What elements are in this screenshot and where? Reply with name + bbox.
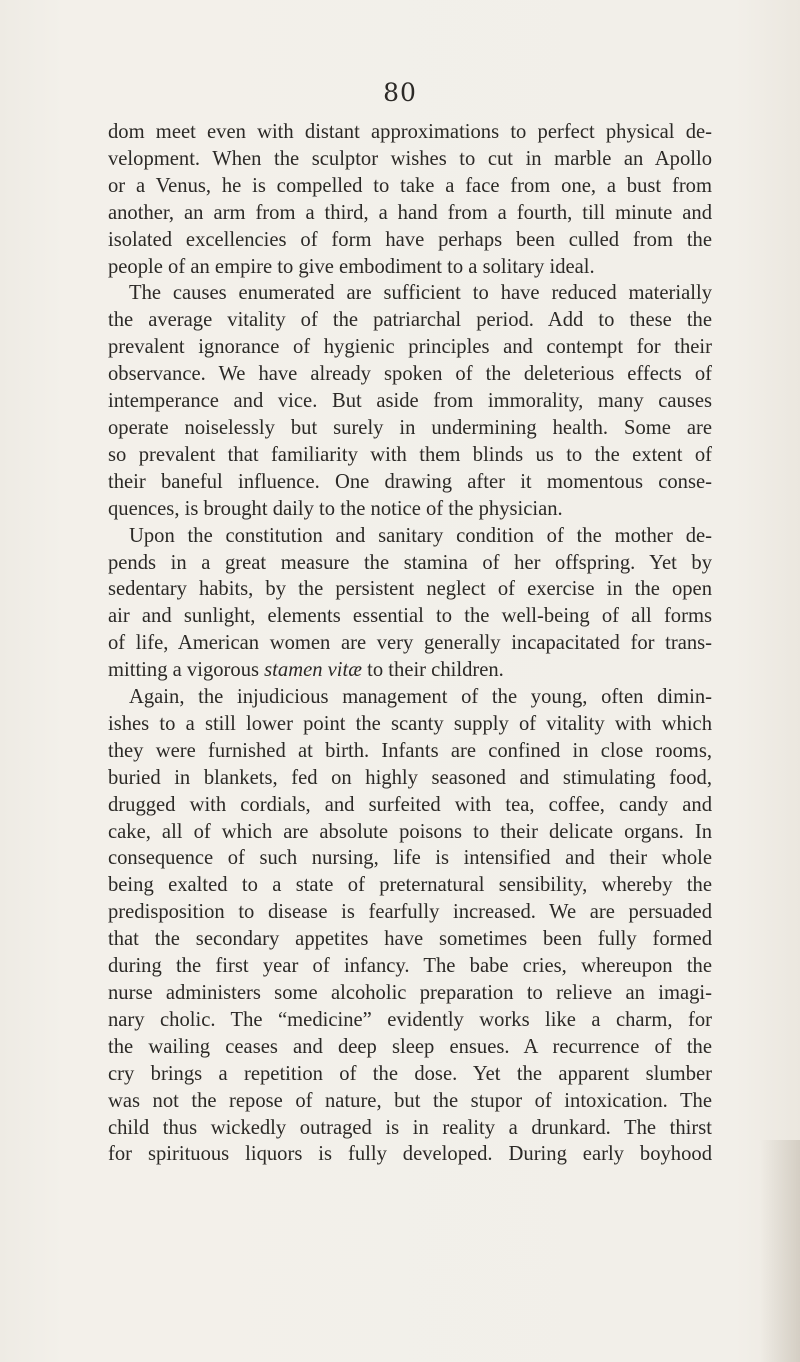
text-line: so prevalent that familiarity with them blinds us to the extent of [108, 443, 712, 466]
text-line: drugged with cordials, and surfeited with tea, coffee, candy and [108, 793, 712, 816]
text-line: isolated excellencies of form have perhaps been culled from the [108, 228, 712, 251]
text-line-with-italic [108, 657, 712, 684]
text-line: of life, American women are very generally incapacitated for trans- [108, 632, 712, 655]
text-line: cake, all of which are absolute poisons to their delicate organs. In [108, 820, 712, 843]
text-line: pends in a great measure the stamina of her offspring. Yet by [108, 551, 712, 574]
text-line: prevalent ignorance of hygienic principles and contempt for their [108, 336, 712, 359]
text-line: for spirituous liquors is fully developed. During early boyhood [108, 1143, 712, 1166]
page-edge-shadow [760, 1140, 800, 1362]
latin-phrase: stamen vitæ [264, 659, 362, 682]
text-segment: mitting a vigorous [108, 659, 265, 682]
text-line: child thus wickedly outraged is in reality a drunkard. The thirst [108, 1116, 712, 1139]
text-line: nurse administers some alcoholic preparation to relieve an imagi- [108, 982, 712, 1004]
text-line: operate noiselessly but surely in undermining health. Some are [108, 416, 712, 439]
text-line: cry brings a repetition of the dose. Yet the apparent slumber [108, 1062, 712, 1085]
text-line: another, an arm from a third, a hand from a fourth, till minute and [108, 201, 712, 224]
text-line: during the first year of infancy. The babe cries, whereupon the [108, 955, 712, 978]
text-line: the average vitality of the patriarchal period. Add to these the [108, 309, 712, 332]
text-line: consequence of such nursing, life is intensified and their whole [108, 847, 712, 870]
text-line: being exalted to a state of preternatural sensibility, whereby the [108, 874, 712, 897]
text-line: observance. We have already spoken of the deleterious effects of [108, 363, 712, 386]
paragraph-first-line: Upon the constitution and sanitary condition of the mother de- [129, 524, 712, 547]
text-line: that the secondary appetites have sometimes been fully formed [108, 928, 712, 951]
text-line: quences, is brought daily to the notice of the physician. [108, 497, 563, 520]
text-line: dom meet even with distant approximations to perfect physical de- [108, 121, 712, 143]
text-line: predisposition to disease is fearfully increased. We are persuaded [108, 901, 712, 924]
text-line: people of an empire to give embodiment to a solitary ideal. [108, 255, 595, 278]
text-line: air and sunlight, elements essential to the well-being of all forms [108, 605, 712, 628]
text-line: their baneful influence. One drawing after it momentous conse- [108, 470, 712, 493]
text-line: nary cholic. The “medicine” evidently works like a charm, for [108, 1008, 712, 1031]
text-line: ishes to a still lower point the scanty supply of vitality with which [108, 712, 712, 735]
text-line: the wailing ceases and deep sleep ensues. A recurrence of the [108, 1035, 712, 1058]
text-segment: to their children. [361, 659, 504, 682]
text-line: intemperance and vice. But aside from immorality, many causes [108, 390, 712, 413]
text-line: or a Venus, he is compelled to take a face from one, a bust from [108, 174, 712, 197]
text-line: they were furnished at birth. Infants are confined in close rooms, [108, 739, 712, 762]
paragraph-first-line: Again, the injudicious management of the young, often dimin- [129, 686, 712, 709]
text-line: buried in blankets, fed on highly seasoned and stimulating food, [108, 766, 712, 789]
paragraph-first-line: The causes enumerated are sufficient to have reduced materially [129, 282, 712, 305]
text-line: was not the repose of nature, but the stupor of intoxication. The [108, 1089, 712, 1112]
body-text [108, 119, 712, 1168]
text-line: velopment. When the sculptor wishes to cut in marble an Apollo [108, 147, 712, 170]
page-number: 80 [383, 78, 417, 107]
text-line: sedentary habits, by the persistent neglect of exercise in the open [108, 578, 712, 601]
